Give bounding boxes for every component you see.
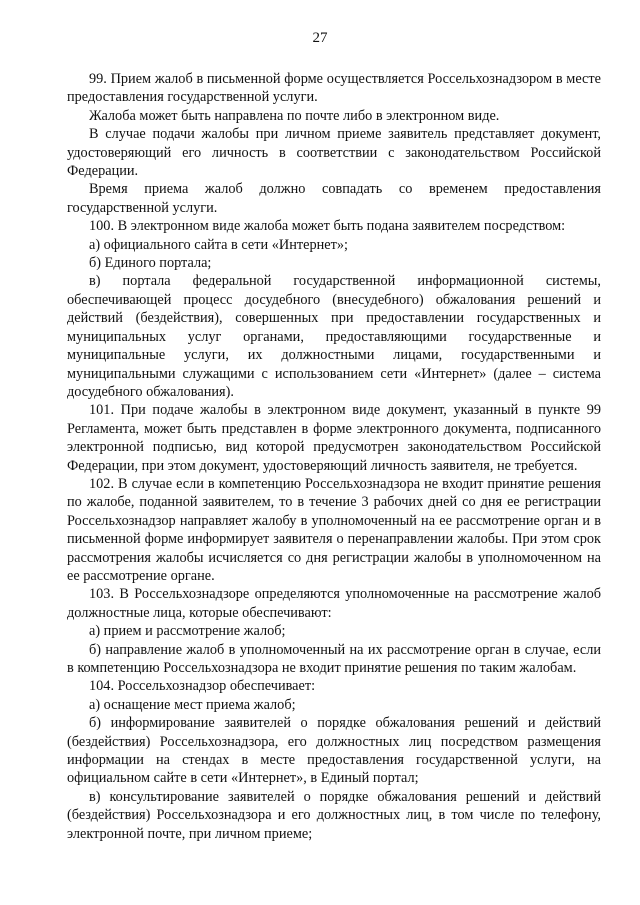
paragraph-104: 104. Россельхознадзор обеспечивает: [89,678,316,695]
paragraph-103: 103. В Россельхознадзоре определяются уполномоченные на рассмотрение жалоб должностные лица, которые обеспечивают: [67,586,601,621]
list-item-100-v: в) портала федеральной государственной информационной системы, обеспечивающей процесс досудебного (внесудебного) обжалования решений и действий (бездействия), совершенных при предоставлении государственных и муниципальных услуг органами, предоставляющими государственные и муниципальные услуги, их должностными лицами, государственными и муниципальными служащими с использованием сети «Интернет» (далее – система досудебного обжалования). [67,273,601,400]
paragraph-102: 102. В случае если в компетенцию Россельхознадзора не входит принятие решения по жалобе, поданной заявителем, то в течение 3 рабочих дней со дня ее регистрации Россельхознадзор направляет жалобу в уполномоченный на ее рассмотрение орган и в письменной форме информирует заявителя о перенаправлении жалобы. При этом срок рассмотрения жалобы исчисляется со дня регистрации жалобы в уполномоченном на ее рассмотрение органе. [67,475,601,584]
list-item-103-b: б) направление жалоб в уполномоченный на их рассмотрение орган в случае, если в компетенцию Россельхознадзора не входит принятие решения по таким жалобам. [67,641,601,676]
page-number: 27 [312,30,328,46]
list-item-104-v: в) консультирование заявителей о порядке обжалования решений и действий (бездействия) Россельхознадзора и его должностных лиц, в том числе по телефону, электронной почте, при личном приеме; [67,788,601,842]
list-item-100-b: б) Единого портала; [89,255,212,272]
paragraph-99: 99. Прием жалоб в письменной форме осуществляется Россельхознадзором в месте предоставления государственной услуги. [67,71,601,106]
paragraph-100: 100. В электронном виде жалоба может быть подана заявителем посредством: [89,218,566,235]
list-item-100-a: а) официального сайта в сети «Интернет»; [89,236,348,253]
list-item-103-a: а) прием и рассмотрение жалоб; [89,623,286,640]
paragraph-reception-time: Время приема жалоб должно совпадать со временем предоставления государственной услуги. [67,181,601,216]
paragraph-personal-reception: В случае подачи жалобы при личном приеме заявитель представляет документ, удостоверяющий его личность в соответствии с законодательством Российской Федерации. [67,126,601,180]
paragraph-101: 101. При подаче жалобы в электронном виде документ, указанный в пункте 99 Регламента, может быть представлен в форме электронного документа, подписанного электронной подписью, вид которой предусмотрен законодательством Российской Федерации, при этом документ, удостоверяющий личность заявителя, не требуется. [67,402,601,474]
document-body [67,70,601,843]
list-item-104-b: б) информирование заявителей о порядке обжалования решений и действий (бездействия) Россельхознадзора, его должностных лиц посредством размещения информации на стендах в месте предоставления государственной услуги, на официальном сайте в сети «Интернет», в Единый портал; [67,715,601,787]
list-item-104-a: а) оснащение мест приема жалоб; [89,696,296,713]
paragraph-complaint-delivery: Жалоба может быть направлена по почте либо в электронном виде. [89,107,500,124]
